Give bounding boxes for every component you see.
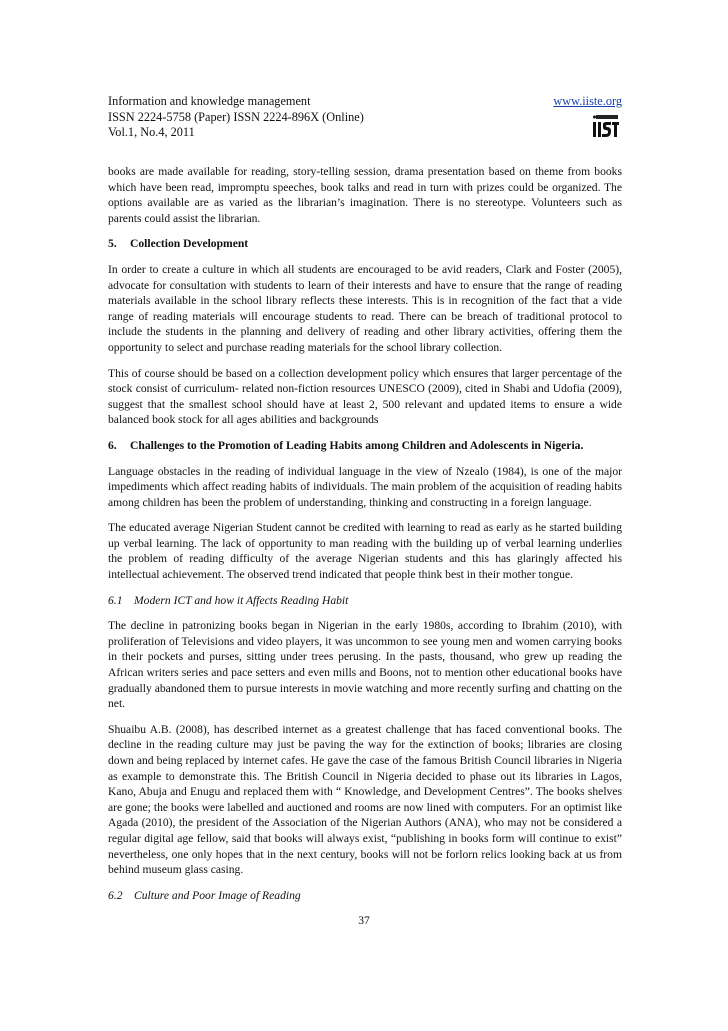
section-5-paragraph-2: This of course should be based on a collection development policy which ensures that larger percentage of the stock consist of curriculum- related non-fiction resources UNESCO (2009), cited in Shabi and Udofia (2009), suggest that the smallest school should have at least 2, 500 relevant and updated items to ensure a wide balanced book stock for all ages abilities and backgrounds	[108, 366, 622, 427]
section-5-heading	[108, 236, 622, 252]
section-6-paragraph-2: The educated average Nigerian Student cannot be credited with learning to read as early as he started building up verbal learning. The lack of opportunity to man reading with the building up of verbal learning underlies the problem of reading difficulty of the average Nigerian students and this has glaringly affected his intellectual achievement. The observed trend indicated that people think best in their mother tongue.	[108, 521, 622, 582]
section-6-1-heading	[108, 593, 622, 609]
article-body	[108, 164, 622, 913]
section-6-title: Challenges to the Promotion of Leading Habits among Children and Adolescents in Nigeria.	[130, 438, 584, 452]
iiste-logo-icon	[592, 113, 622, 139]
intro-paragraph: books are made available for reading, story-telling session, drama presentation based on theme from books which have been read, impromptu speeches, book talks and read in turn with prizes could be organized. The options available are as varied as the librarian’s imagination. There is no stereotype. Volunteers such as parents could assist the librarian.	[108, 165, 622, 225]
section-6-1-number: 6.1	[108, 593, 123, 607]
section-6-1-title: Modern ICT and how it Affects Reading Habit	[134, 593, 349, 607]
section-5-number: 5.	[108, 237, 117, 251]
journal-title: Information and knowledge management	[108, 94, 311, 108]
iiste-logo	[592, 113, 622, 139]
section-6-heading	[108, 438, 622, 454]
section-5-paragraph-1: In order to create a culture in which all students are encouraged to be avid readers, Clark and Foster (2005), advocate for consultation with students to learn of their interests and have to ensure that the range of reading materials available in the school library reflects these interests. This is in recognition of the fact that a vide range of reading materials will encourage students to read. There can be breach of traditional protocol to include the students in the planning and delivery of reading and other library activities, offering them the opportunity to select and purchase reading materials for the school library collection.	[108, 262, 622, 354]
page-number: 37	[358, 914, 370, 927]
section-6-2-number: 6.2	[108, 888, 123, 902]
volume-line: Vol.1, No.4, 2011	[108, 125, 195, 139]
section-6-1-paragraph-1: The decline in patronizing books began in Nigerian in the early 1980s, according to Ibrahim (2010), with proliferation of Televisions and video players, it was uncommon to see young men and women carrying books in their pockets and purses, sitting under trees perusing. In the pasts, thousand, who grew up reading the African writers series and pace setters and even mills and Boons, not to mention other educational books have gradually abandoned them to pursue interests in movie watching and more recently surfing and chatting on the net.	[108, 619, 622, 711]
page-header	[108, 94, 622, 141]
section-6-number: 6.	[108, 438, 117, 452]
section-6-paragraph-1: Language obstacles in the reading of individual language in the view of Nzealo (1984), is one of the major impediments which affect reading habits of individuals. The main problem of the acquisition of reading habits among children has been the problem of understanding, thinking and constructing in a foreign language.	[108, 464, 622, 509]
section-6-1-paragraph-2: Shuaibu A.B. (2008), has described internet as a greatest challenge that has faced conventional books. The decline in the reading culture may just be paving the way for the extinction of books; libraries are closing down and being replaced by internet cafes. He gave the case of the famous British Council libraries in Nigeria as example to demonstrate this. The British Council in Nigeria decided to phase out its libraries in Lagos, Kano, Abuja and Enugu and replaced them with “ Knowledge, and Development Centres”. The books shelves are gone; the books were labelled and auctioned and rooms are now lined with computers. For an optimist like Agada (2010), the president of the Association of the Nigerian Authors (ANA), who may not be considered a regular digital age fellow, said that books will always exist, “publishing in books form will continue to exist” nevertheless, one only hopes that in the next century, books will not be forlorn relics looking back at us from behind museum glass casing.	[108, 722, 622, 877]
journal-website-link[interactable]: www.iiste.org	[553, 94, 622, 108]
section-5-title: Collection Development	[130, 237, 249, 251]
section-6-2-title: Culture and Poor Image of Reading	[134, 888, 301, 902]
issn-line: ISSN 2224-5758 (Paper) ISSN 2224-896X (Online)	[108, 109, 364, 124]
section-6-2-heading	[108, 888, 622, 904]
